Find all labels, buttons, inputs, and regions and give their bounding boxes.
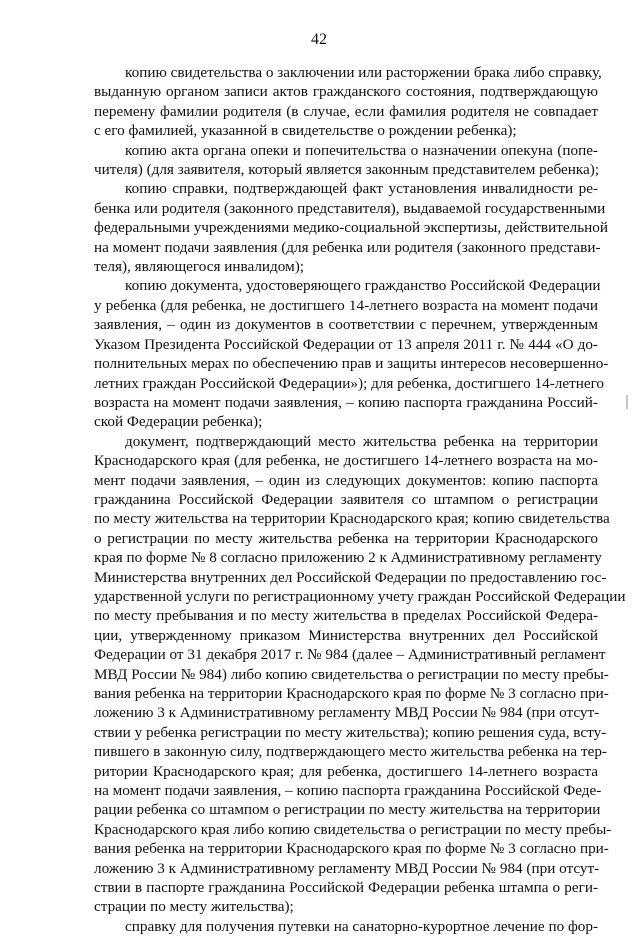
text-line: справку для получения путевки на санаторно-курортное лечение по фор- [125, 917, 599, 935]
text-line: Указом Президента Российской Федерации от 13 апреля 2011 г. № 444 «О до- [94, 335, 598, 353]
text-line: Федерации от 31 декабря 2017 г. № 984 (далее – Административный регламент [94, 646, 606, 664]
paragraph-guardianship-act [94, 141, 598, 180]
text-line: выданную органом записи актов гражданского состояния, подтверждающую [94, 83, 598, 101]
text-line: рации ребенка со штампом о регистрации по месту жительства на территории [94, 801, 601, 819]
paragraph-marriage-certificate [94, 63, 602, 141]
text-line: пившего в законную силу, подтверждающего место жительства ребенка на тер- [94, 743, 607, 761]
text-line: на момент подачи заявления (для ребенка или родителя (законного представи- [94, 238, 601, 256]
text-line: чителя) (для заявителя, который является законным представителем ребенка); [94, 161, 600, 179]
text-line: летних граждан Российской Федерации»); для ребенка, достигшего 14-летнего [94, 374, 605, 392]
text-line: копию акта органа опеки и попечительства о назначении опекуна (попе- [125, 141, 598, 159]
text-line: по месту пребывания и по месту жительства в пределах Российской Федера- [94, 607, 598, 625]
document-body [94, 63, 626, 936]
text-line: края по форме № 8 согласно приложению 2 к Административному регламенту [94, 549, 602, 567]
text-line: возраста на момент подачи заявления, – копию паспорта гражданина Россий- [94, 393, 598, 411]
page-number: 42 [311, 31, 327, 48]
text-line: ритории Краснодарского края; для ребенка, достигшего 14-летнего возраста [94, 762, 598, 780]
text-line: копию свидетельства о заключении или расторжении брака либо справку, [125, 64, 602, 81]
text-line: мент подачи заявления, – один из следующих документов: копию паспорта [94, 471, 598, 489]
text-line: ложению 3 к Административному регламенту МВД России № 984 (при отсут- [94, 704, 600, 722]
text-line: с его фамилией, указанной в свидетельстве о рождении ребенка); [94, 122, 517, 140]
text-line: федеральными учреждениями медико-социальной экспертизы, действительной [94, 219, 608, 237]
text-line: ствии у ребенка регистрации по месту жительства); копию решения суда, всту- [94, 723, 607, 741]
text-line: на момент подачи заявления, – копию паспорта гражданина Российской Феде- [94, 782, 602, 800]
text-line: гражданина Российской Федерации заявителя со штампом о регистрации [94, 490, 598, 508]
text-line: по месту жительства на территории Краснодарского края; копию свидетельства [94, 510, 610, 528]
text-line: копию документа, удостоверяющего гражданство Российской Федерации [125, 277, 601, 295]
text-line: Краснодарского края (для ребенка, не достигшего 14-летнего возраста на мо- [94, 452, 598, 470]
text-line: копию справки, подтверждающей факт установления инвалидности ре- [125, 180, 598, 198]
text-line: ложению 3 к Административному регламенту МВД России № 984 (при отсут- [94, 859, 600, 877]
text-line: ской Федерации ребенка); [94, 413, 263, 431]
text-line: у ребенка (для ребенка, не достигшего 14-летнего возраста на момент подачи [94, 296, 598, 314]
text-line: бенка или родителя (законного представителя), выдаваемой государственными [94, 199, 606, 217]
text-line: страции по месту жительства); [94, 898, 294, 916]
text-line: Министерства внутренних дел Российской Федерации по предоставлению гос- [94, 568, 607, 586]
text-line: ствии в паспорте гражданина Российской Федерации ребенка штампа о реги- [94, 879, 598, 897]
paragraph-citizenship-document [94, 276, 609, 431]
text-line: о регистрации по месту жительства ребенка на территории Краснодарского [94, 529, 598, 547]
text-line: перемену фамилии родителя (в случае, если фамилия родителя не совпадает [94, 102, 598, 120]
paragraph-disability-certificate [94, 179, 608, 276]
text-line: полнительных мерах по обеспечению прав и защиты интересов несовершенно- [94, 355, 609, 373]
text-line: теля), являющегося инвалидом); [94, 258, 304, 276]
text-line: ции, утвержденному приказом Министерства внутренних дел Российской [94, 626, 598, 644]
text-line: документ, подтверждающий место жительства ребенка на территории [125, 432, 598, 450]
scan-margin-mark [626, 395, 628, 409]
text-line: вания ребенка на территории Краснодарского края по форме № 3 согласно при- [94, 685, 609, 702]
text-line: заявления, – один из документов в соответствии с перечнем, утвержденным [94, 316, 598, 334]
text-line: вания ребенка на территории Краснодарского края по форме № 3 согласно при- [94, 840, 609, 858]
text-line: МВД России № 984) либо копию свидетельства о регистрации по месту пребы- [94, 665, 609, 683]
text-line: ударственной услуги по регистрационному учету граждан Российской Федерации [94, 587, 626, 605]
paragraph-sanatorium-certificate [94, 917, 598, 936]
paragraph-residence-document [94, 432, 626, 917]
text-line: Краснодарского края либо копию свидетельства о регистрации по месту пребы- [94, 820, 612, 838]
